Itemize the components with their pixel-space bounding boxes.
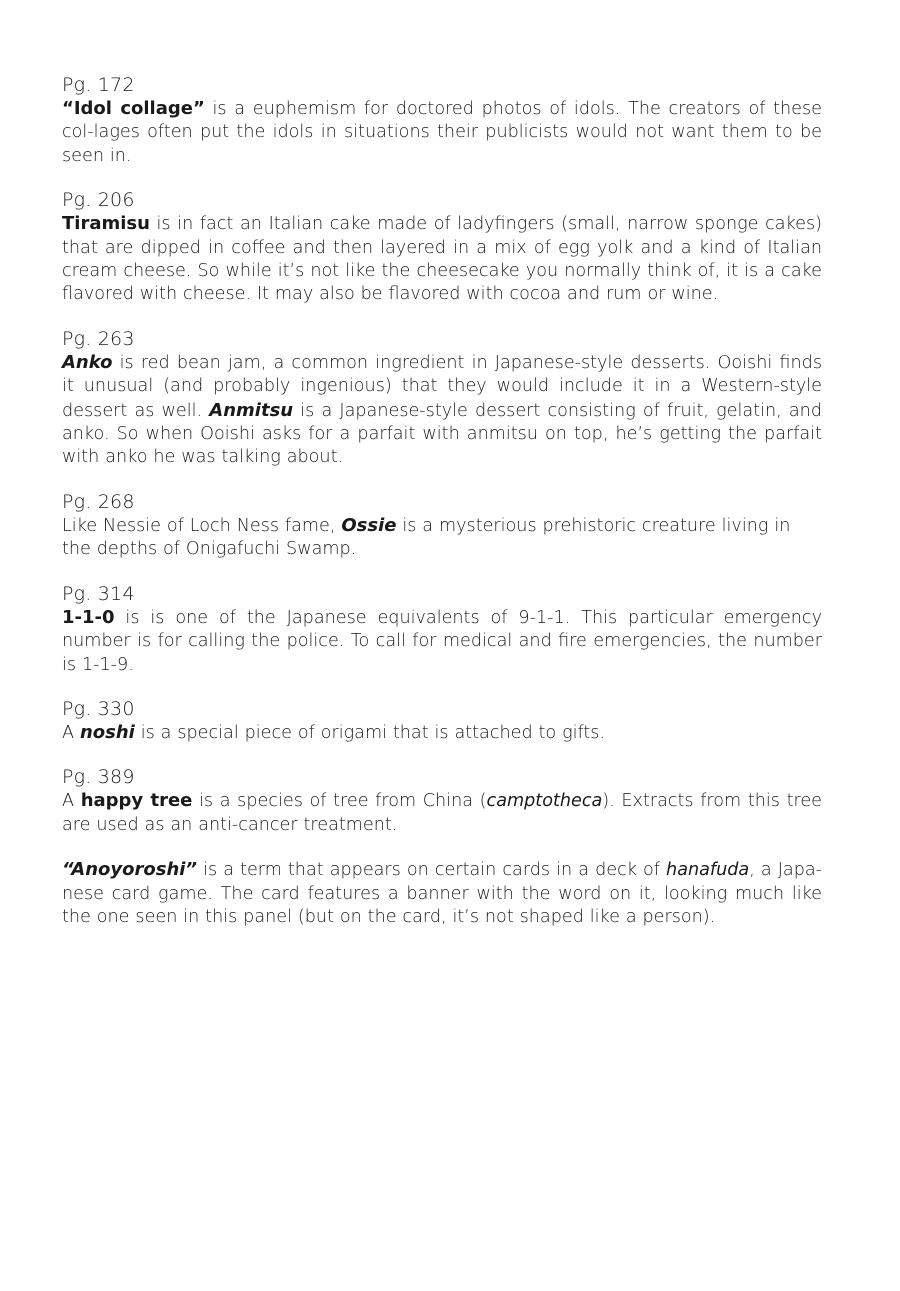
note-anoyoroshi — [62, 858, 822, 929]
note-term: 1-1-0 — [62, 606, 115, 628]
note-body — [62, 97, 822, 168]
note-ossie — [62, 491, 822, 562]
note-text-continued: ). Extracts from this tree are used as an anti-cancer treatment. — [62, 791, 822, 835]
note-lead-text: A — [62, 791, 81, 812]
note-term: happy tree — [80, 790, 193, 812]
page-reference: Pg. 314 — [62, 582, 135, 605]
note-text: is is one of the Japanese equivalents of 9-1-1. This particular emergency number is for calling the police. To call for medical and fire emergencies, the number is 1-1-9. — [62, 607, 822, 675]
note-idol-collage — [62, 74, 822, 168]
note-term: Anko — [62, 351, 113, 373]
page-reference: Pg. 172 — [62, 74, 135, 96]
note-text: is a euphemism for doctored photos of idols. The creators of these col-lages often put the idols in situations their publicists would not want them to be seen in. — [62, 99, 822, 166]
note-lead-text: A — [62, 722, 80, 743]
note-term-secondary: Anmitsu — [209, 399, 294, 421]
note-italic-term: hanafuda — [666, 860, 750, 881]
page-reference: Pg. 263 — [62, 327, 135, 350]
note-body — [62, 858, 822, 929]
note-tiramisu — [62, 189, 822, 307]
note-italic-term: camptotheca — [486, 791, 603, 812]
page-reference: Pg. 330 — [62, 697, 135, 720]
translation-notes-page — [62, 74, 822, 950]
note-text: is red bean jam, a common ingredient in Japanese-style desserts. Ooishi finds it unusual (and probably ingenious) that they would include it in a Western-style dessert as well. — [62, 352, 822, 421]
note-text: is a mysterious prehistoric creature living in — [396, 515, 791, 536]
page-reference: Pg. 206 — [62, 189, 135, 212]
note-text: is a species of tree from China ( — [192, 791, 487, 812]
note-term: “Anoyoroshi” — [62, 859, 198, 881]
note-110 — [62, 583, 822, 677]
note-anko — [62, 328, 822, 470]
note-body — [62, 351, 822, 470]
note-term: Tiramisu — [62, 213, 150, 235]
note-text: is a term that appears on certain cards in a deck of — [197, 860, 667, 881]
note-text-continued: is a Japanese-style dessert consisting of fruit, gelatin, and anko. So when Ooishi asks for a parfait with anmitsu on top, he’s getting the parfait with anko he was talking about. — [62, 400, 822, 468]
note-noshi — [62, 698, 822, 745]
note-body — [62, 212, 822, 307]
note-body — [62, 789, 822, 837]
note-body — [62, 606, 822, 677]
note-term: “Idol collage” — [62, 98, 205, 119]
page-reference: Pg. 389 — [62, 766, 135, 789]
note-body — [62, 721, 822, 745]
note-happy-tree — [62, 766, 822, 837]
note-text: is in fact an Italian cake made of ladyfingers (small, narrow sponge cakes) that are dipped in coffee and then layered in a mix of egg yolk and a kind of Italian cream cheese. So while it’s not like the cheesecake you normally think of, it is a cake flavored with cheese. It may also be flavored with cocoa and rum or wine. — [62, 214, 822, 305]
note-term: Ossie — [341, 514, 397, 536]
note-body — [62, 514, 822, 562]
note-text-continued: , a Japa-nese card game. The card features a banner with the word on it, looking much like the one seen in this panel (but on the card, it’s not shaped like a person). — [62, 860, 822, 927]
note-text: is a special piece of origami that is attached to gifts. — [134, 722, 606, 743]
note-term: noshi — [79, 721, 135, 743]
page-reference: Pg. 268 — [62, 490, 135, 513]
note-lead-text: Like Nessie of Loch Ness fame, — [62, 515, 342, 536]
note-text-continued: the depths of Onigafuchi Swamp. — [62, 539, 357, 560]
